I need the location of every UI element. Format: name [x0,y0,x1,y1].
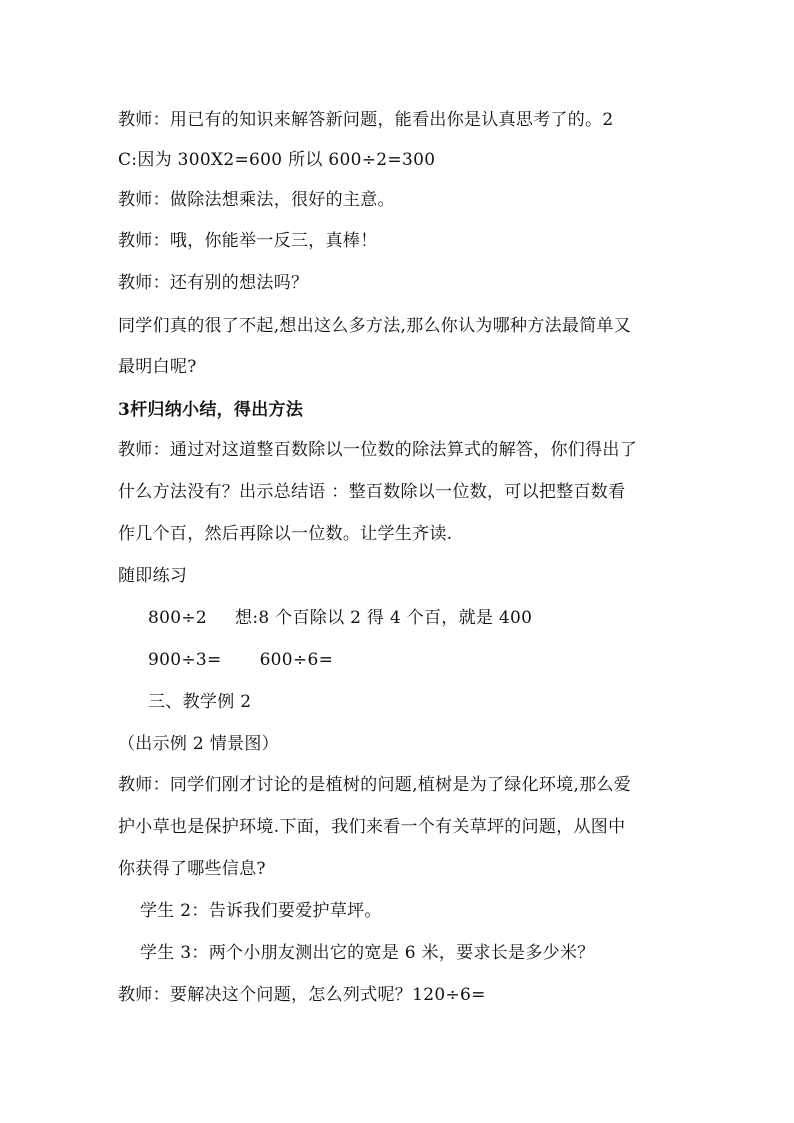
text-line-summary-1: 教师：通过对这道整百数除以一位数的除法算式的解答，你们得出了 [118,440,637,460]
text-line-summary-3: 作几个百，然后再除以一位数。让学生齐读. [118,524,453,544]
section-heading-example-2: 三、教学例 2 [148,692,252,712]
text-line-teacher-other: 教师：还有别的想法吗？ [118,273,309,293]
practice-expression-600: 600÷6= [259,650,334,670]
practice-row-2 [148,650,718,670]
section-heading-summary: 3杆归纳小结，得出方法 [118,400,304,420]
text-line-teacher-praise: 教师：用已有的知识来解答新问题，能看出你是认真思考了的。2 [118,110,614,130]
text-line-student-3: 学生 3：两个小朋友测出它的宽是 6 米，要求长是多少米？ [140,943,595,963]
text-line-classmates-1: 同学们真的很了不起,想出这么多方法,那么你认为哪种方法最简单又 [118,316,632,336]
text-line-teacher-trees-1: 教师：同学们刚才讨论的是植树的问题,植树是为了绿化环境,那么爱 [118,775,632,795]
text-line-teacher-idea: 教师：做除法想乘法，很好的主意。 [118,190,395,210]
text-line-practice-label: 随即练习 [118,566,188,586]
text-line-summary-2: 什么方法没有？出示总结语 ：整百数除以一位数，可以把整百数看 [118,482,626,502]
text-line-teacher-great: 教师：哦，你能举一反三，真棒！ [118,231,378,251]
text-line-classmates-2: 最明白呢? [118,357,197,377]
practice-row-1 [148,608,718,628]
text-line-student-c: C:因为 300X2=600 所以 600÷2=300 [118,150,436,170]
text-line-teacher-trees-3: 你获得了哪些信息? [118,859,266,879]
text-line-teacher-equation: 教师：要解决这个问题，怎么列式呢？120÷6= [118,985,486,1005]
practice-expression-900: 900÷3= [148,650,222,670]
text-line-student-2: 学生 2：告诉我们要爱护草坪。 [140,901,382,921]
text-line-teacher-trees-2: 护小草也是保护环境.下面，我们来看一个有关草坪的问题，从图中 [118,817,626,837]
practice-expression-800: 800÷2 [148,608,208,628]
text-line-show-scene: （出示例 2 情景图） [118,734,279,754]
practice-note: 想:8 个百除以 2 得 4 个百，就是 400 [235,608,533,628]
